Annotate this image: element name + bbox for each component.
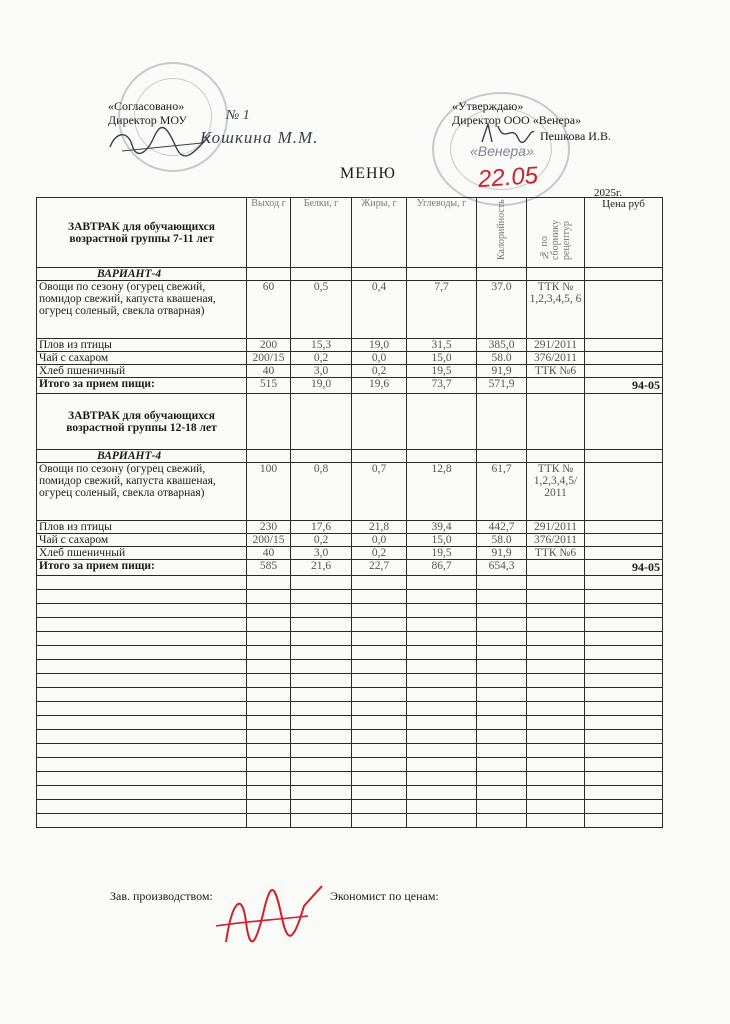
total-row: Итого за прием пищи: 585 21,6 22,7 86,7 654,3 94-05 (37, 560, 663, 576)
group-title-row: ЗАВТРАК для обучающихся возрастной группы 12-18 лет (37, 394, 663, 450)
column-header-protein: Белки, г (291, 198, 352, 268)
handwritten-date: 22.05 (477, 161, 539, 194)
empty-row (37, 576, 663, 590)
empty-row (37, 786, 663, 800)
approved-right-title: «Утверждаю» (452, 99, 524, 113)
signature-right (478, 118, 538, 148)
empty-row (37, 632, 663, 646)
empty-row (37, 660, 663, 674)
column-header-price: Цена руб (585, 198, 663, 268)
column-header-calories: Калорийность (477, 198, 527, 268)
stamp-right-text: «Венера» (470, 143, 534, 159)
table-header-row (37, 198, 663, 268)
empty-row (37, 758, 663, 772)
table-row: Плов из птицы 200 15,3 19,0 31,5 385,0 291/2011 (37, 339, 663, 352)
signature-bottom (212, 882, 332, 952)
menu-table (36, 197, 663, 828)
empty-row (37, 702, 663, 716)
empty-row (37, 716, 663, 730)
table-row: Чай с сахаром 200/15 0,2 0,0 15,0 58.0 376/2011 (37, 534, 663, 547)
empty-row (37, 730, 663, 744)
column-header-name: ЗАВТРАК для обучающихся возрастной группы 7-11 лет (37, 198, 247, 268)
column-header-fat: Жиры, г (352, 198, 407, 268)
approved-left-name: Кошкина М.М. (200, 128, 319, 147)
column-header-yield: Выход г (247, 198, 291, 268)
table-row: Овощи по сезону (огурец свежий, помидор свежий, капуста квашеная, огурец соленый, свекла отварная) 60 0,5 0,4 7,7 37.0 ТТК № 1,2,3,4,5, 6 (37, 281, 663, 339)
empty-row (37, 814, 663, 828)
total-row: Итого за прием пищи: 515 19,0 19,6 73,7 571,9 94-05 (37, 378, 663, 394)
empty-row (37, 646, 663, 660)
document-year: 2025г. (594, 187, 623, 199)
empty-row (37, 688, 663, 702)
table-row: Хлеб пшеничный 40 3,0 0,2 19,5 91,9 ТТК №6 (37, 547, 663, 560)
approved-left-role: Директор МОУ (108, 113, 187, 127)
signature-left (106, 125, 216, 159)
economist-label: Экономист по ценам: (330, 889, 439, 903)
table-row: Плов из птицы 230 17,6 21,8 39,4 442,7 291/2011 (37, 521, 663, 534)
table-row: Овощи по сезону (огурец свежий, помидор свежий, капуста квашеная, огурец соленый, свекла отварная) 100 0,8 0,7 12,8 61,7 ТТК № 1,2,3,4,5/ 2011 (37, 463, 663, 521)
production-head-label: Зав. производством: (110, 889, 213, 903)
column-header-carbs: Углеводы, г (407, 198, 477, 268)
empty-row (37, 772, 663, 786)
empty-row (37, 618, 663, 632)
empty-row (37, 800, 663, 814)
variant-row: ВАРИАНТ-4 (37, 450, 663, 463)
table-row: Чай с сахаром 200/15 0,2 0,0 15,0 58.0 376/2011 (37, 352, 663, 365)
column-header-recipe: № по сборнику рецептур (527, 198, 585, 268)
approved-left-title: «Согласовано» (108, 99, 185, 113)
approved-right-name: Пешкова И.В. (540, 129, 611, 143)
approved-right-role: Директор ООО «Венера» (452, 113, 582, 127)
empty-row (37, 674, 663, 688)
empty-row (37, 604, 663, 618)
document-title: МЕНЮ (340, 165, 396, 182)
empty-row (37, 744, 663, 758)
variant-row: ВАРИАНТ-4 (37, 268, 663, 281)
approved-left-number: № 1 (226, 108, 250, 123)
table-row: Хлеб пшеничный 40 3,0 0,2 19,5 91,9 ТТК №6 (37, 365, 663, 378)
empty-row (37, 590, 663, 604)
